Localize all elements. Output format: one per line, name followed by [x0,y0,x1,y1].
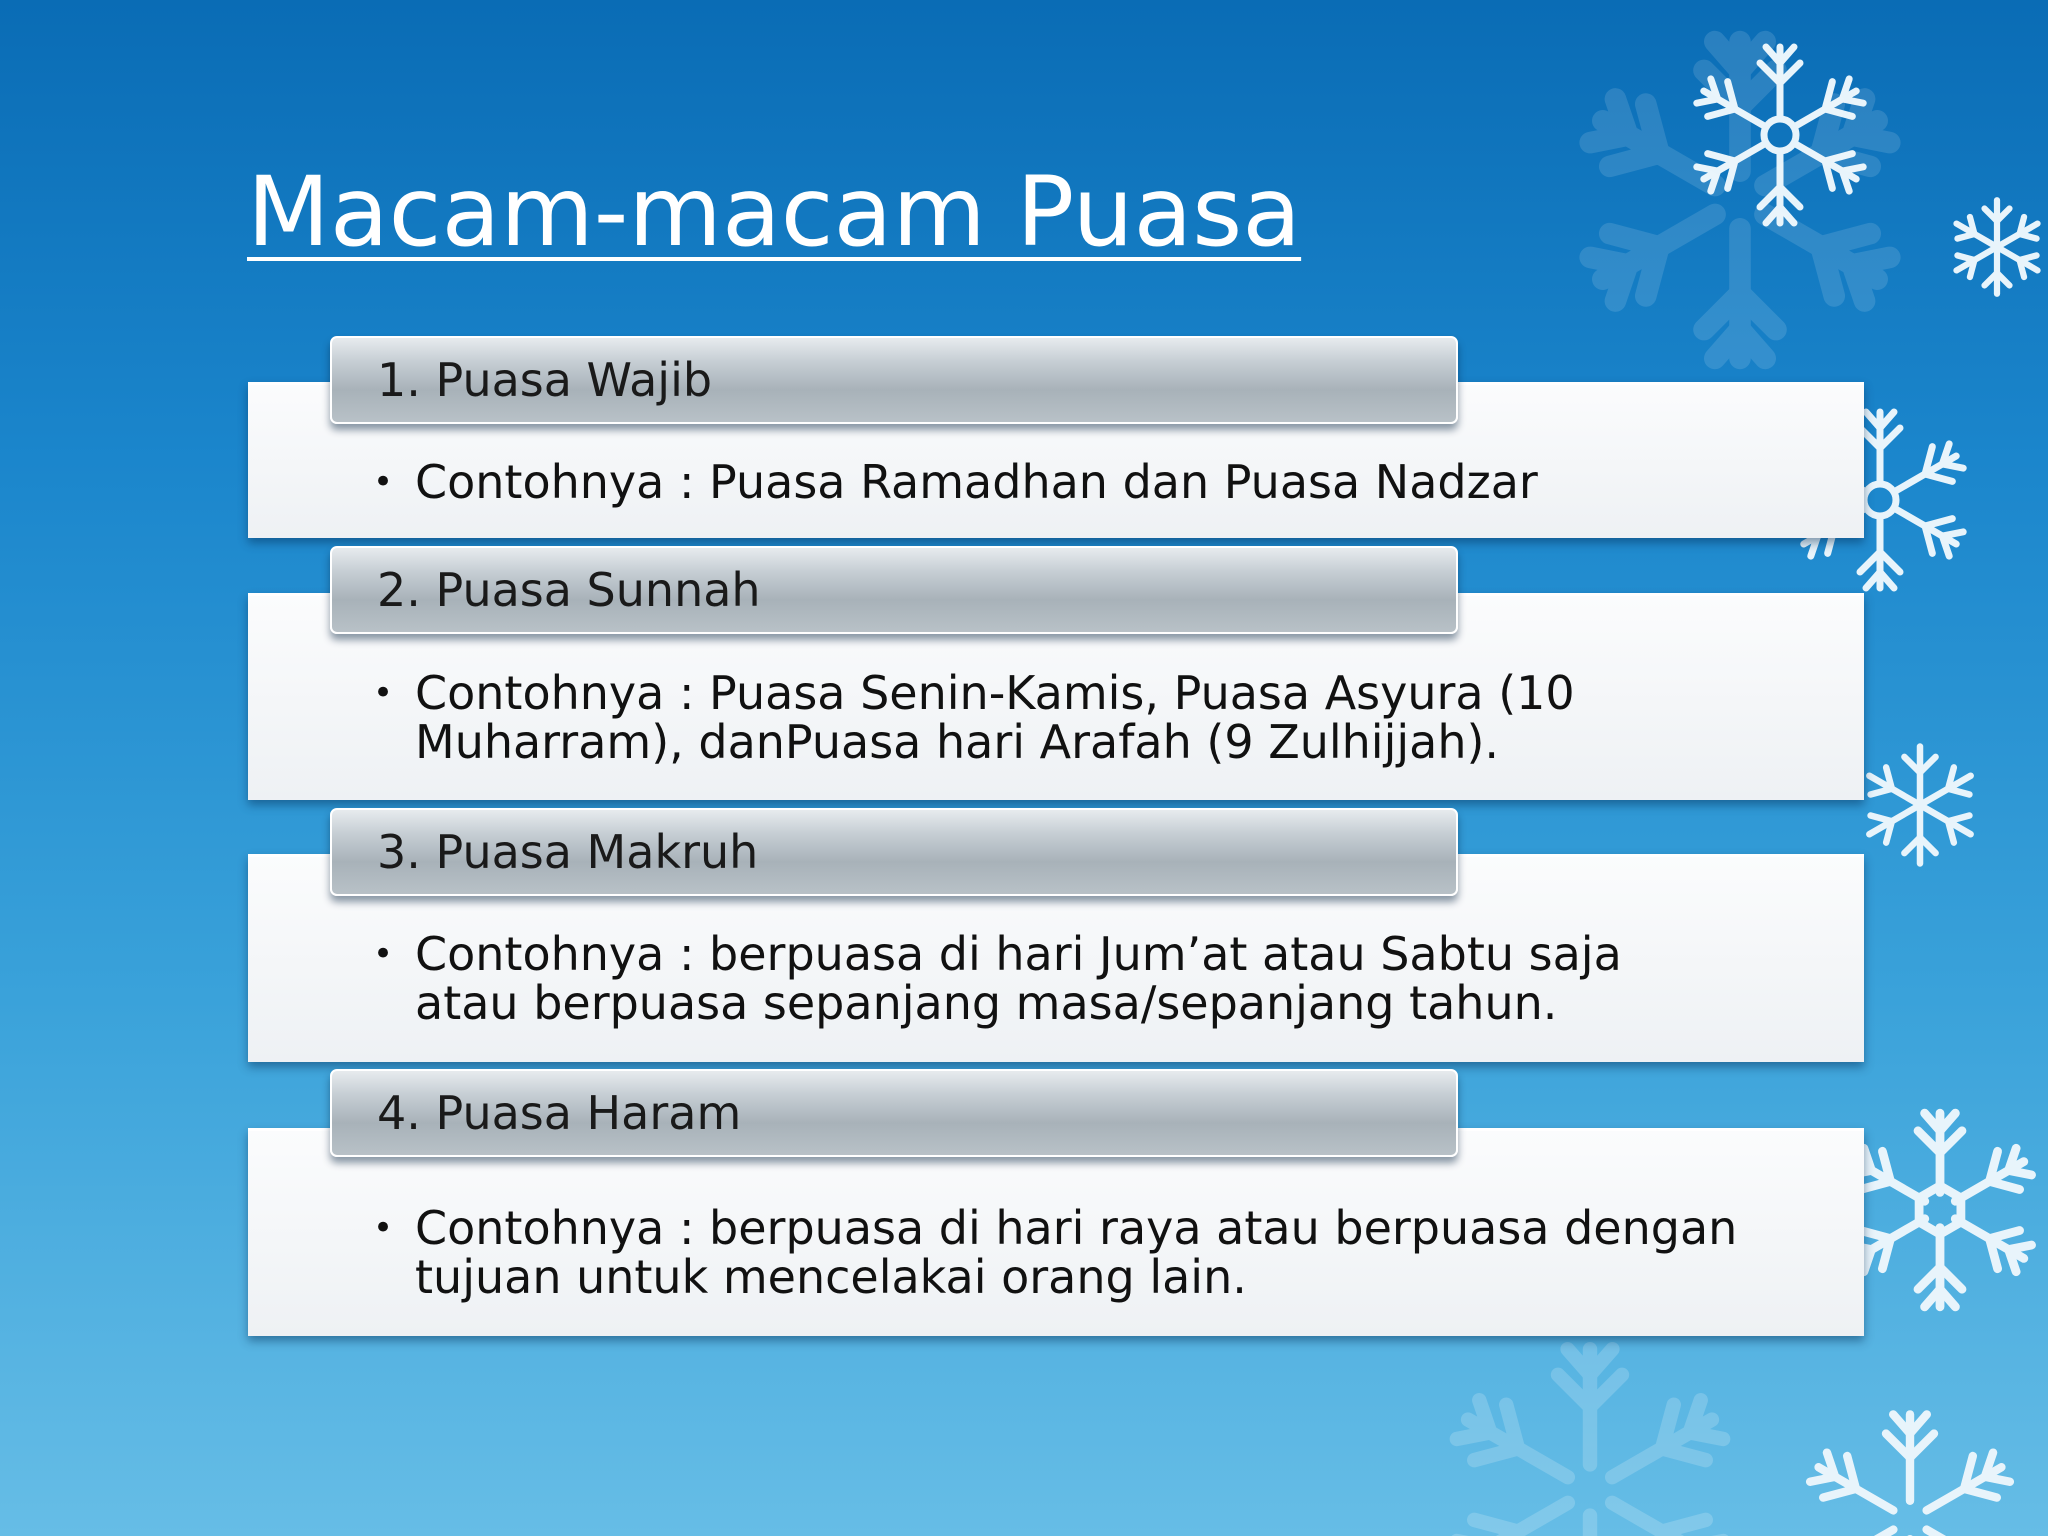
bullet-icon: • [373,934,394,974]
list-item-text: Contohnya : Puasa Ramadhan dan Puasa Nadzar [415,455,1538,509]
section-heading: 1. Puasa Wajib [377,353,713,407]
list-item-text: Contohnya : berpuasa di hari raya atau berpuasa dengan tujuan untuk mencelakai orang lain. [415,1201,1738,1304]
list-item [373,1201,1775,1304]
section-header [330,336,1458,424]
section-heading: 4. Puasa Haram [377,1086,742,1140]
list-item-text: Contohnya : Puasa Senin-Kamis, Puasa Asyura (10 Muharram), danPuasa hari Arafah (9 Zulhijjah). [415,666,1575,769]
section-heading: 3. Puasa Makruh [377,825,759,879]
bullet-icon: • [373,462,394,502]
bullet-icon: • [373,1208,394,1248]
section-header [330,1069,1458,1157]
list-item [373,666,1775,769]
slide-title: Macam-macam Puasa [247,156,1302,268]
section-header [330,808,1458,896]
bullet-icon: • [373,673,394,713]
snowflake-icon [1560,20,1920,380]
snowflake-icon [1855,740,1985,870]
list-item-text: Contohnya : berpuasa di hari Jum’at atau Sabtu saja atau berpuasa sepanjang masa/sepanjang tahun. [415,927,1622,1030]
snowflake-icon [1430,1330,1750,1536]
list-item [373,455,1775,509]
list-item [373,927,1775,1030]
section-header [330,546,1458,634]
snowflake-icon [1945,195,2048,299]
section-heading: 2. Puasa Sunnah [377,563,761,617]
snowflake-icon [1790,1400,2030,1536]
